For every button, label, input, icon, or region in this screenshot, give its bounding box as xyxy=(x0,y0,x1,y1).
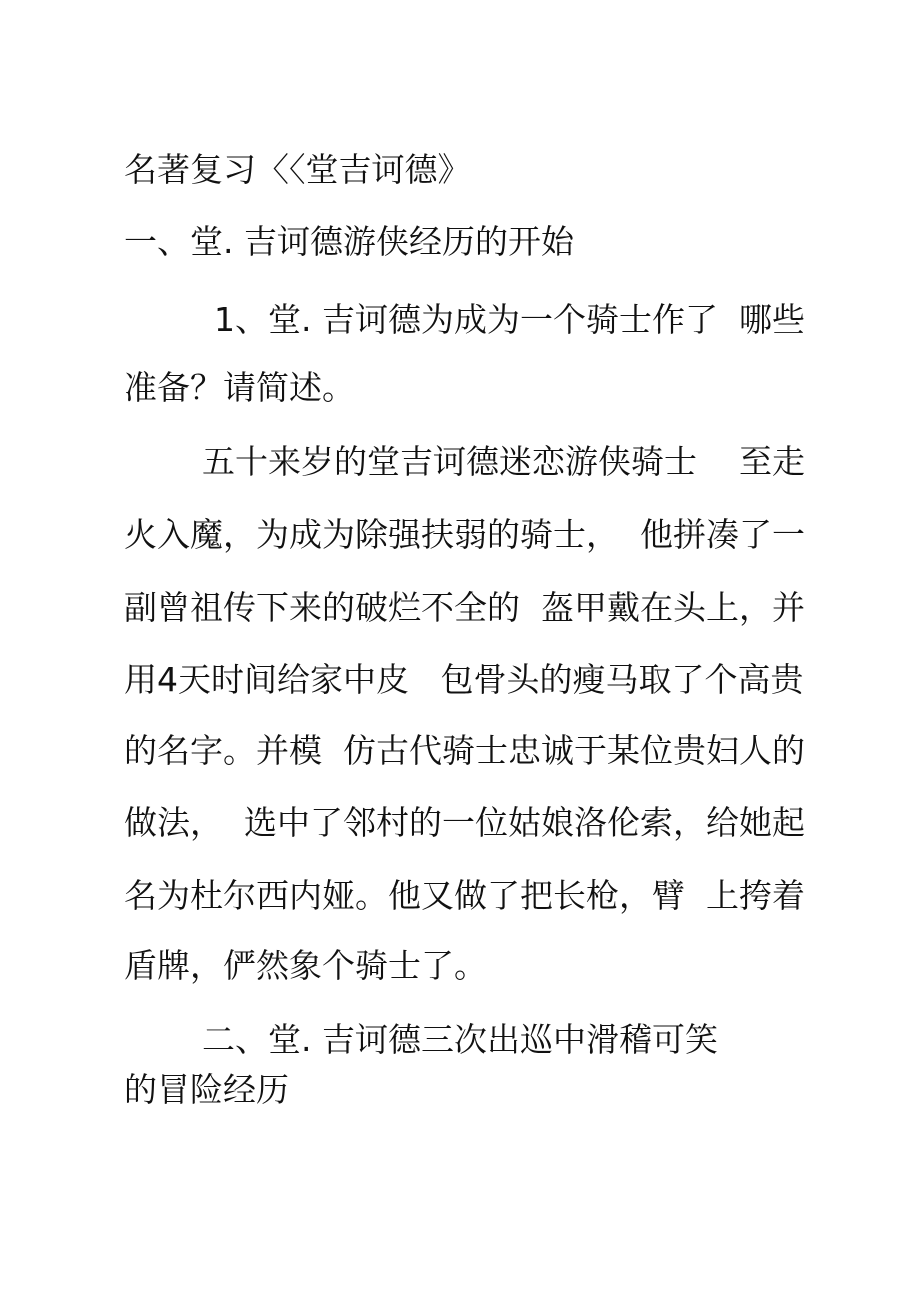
answer-line-3: 副曾祖传下来的破烂不全的 盔甲戴在头上，并 xyxy=(124,588,805,627)
answer-line-8: 盾牌，俨然象个骑士了。 xyxy=(124,946,487,985)
question-1-line-2: 准备？请简述。 xyxy=(124,368,355,407)
document-title: 名著复习〈〈堂吉诃德》 xyxy=(124,150,471,189)
answer-line-2: 火入魔，为成为除强扶弱的骑士， 他拼凑了一 xyxy=(124,515,805,554)
section-heading-2-line-1: 二、堂. 吉诃德三次出巡中滑稽可笑 xyxy=(202,1020,718,1059)
question-1-line-1: 1、堂. 吉诃德为成为一个骑士作了 哪些 xyxy=(214,300,805,339)
answer-line-6: 做法， 选中了邻村的一位姑娘洛伦索，给她起 xyxy=(124,803,805,842)
answer-line-5: 的名字。并模 仿古代骑士忠诚于某位贵妇人的 xyxy=(124,731,805,770)
answer-line-1: 五十来岁的堂吉诃德迷恋游侠骑士 至走 xyxy=(202,442,805,481)
answer-line-4: 用4天时间给家中皮 包骨头的瘦马取了个高贵 xyxy=(124,660,804,699)
section-heading-2-line-2: 的冒险经历 xyxy=(124,1070,289,1109)
answer-line-7: 名为杜尔西内娅。他又做了把长枪，臂 上挎着 xyxy=(124,876,805,915)
section-heading-1: 一、堂. 吉诃德游侠经历的开始 xyxy=(124,222,574,261)
